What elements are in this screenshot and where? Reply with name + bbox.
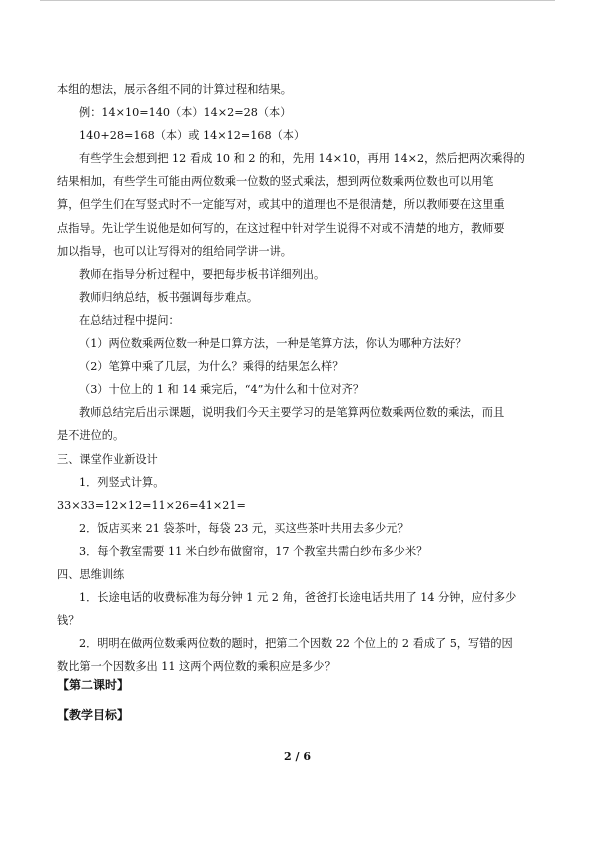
second-lesson-heading: 【第二课时】 [57, 678, 130, 692]
example-line: 例：14×10=140（本）14×2=28（本） [79, 106, 292, 120]
paragraph-line: 教师在指导分析过程中，要把每步板书详细列出。 [79, 267, 326, 281]
section-heading: 三、课堂作业新设计 [57, 452, 158, 466]
exercise-line: 数比第一个因数多出 11 这两个两位数的乘积应是多少？ [57, 660, 336, 674]
question-line: （2）笔算中乘了几层，为什么？乘得的结果怎么样？ [79, 360, 344, 374]
exercise-line: 1．列竖式计算。 [79, 475, 165, 489]
question-line: （1）两位数乘两位数一种是口算方法，一种是笔算方法，你认为哪种方法好？ [79, 337, 467, 351]
section-heading: 四、思维训练 [57, 567, 125, 581]
exercise-line: 钱？ [57, 614, 80, 628]
paragraph-line: 本组的想法，展示各组不同的计算过程和结果。 [57, 83, 292, 96]
paragraph-line: 教师总结完后出示课题，说明我们今天主要学习的是笔算两位数乘两位数的乘法，而且 [79, 406, 505, 420]
paragraph-line: 教师归纳总结，板书强调每步难点。 [79, 290, 259, 304]
exercise-line: 2．饭店买来 21 袋茶叶，每袋 23 元，买这些茶叶共用去多少元？ [79, 521, 409, 535]
paragraph-line: 是不进位的。 [57, 429, 125, 443]
page-top-border [40, 0, 555, 1]
teaching-goals-heading: 【教学目标】 [57, 708, 130, 722]
page-number: 2 / 6 [284, 750, 311, 763]
example-line: 140+28=168（本）或 14×12=168（本） [79, 129, 306, 143]
paragraph-line: 结果相加，有些学生可能由两位数乘一位数的竖式乘法，想到两位数乘两位数也可以用笔 [57, 175, 494, 189]
paragraph-line: 加以指导，也可以让写得对的组给同学讲一讲。 [57, 244, 292, 258]
paragraph-line: 有些学生会想到把 12 看成 10 和 2 的和，先用 14×10，再用 14×2，然后把两次乘得的 [79, 152, 525, 166]
paragraph-line: 在总结过程中提问： [79, 313, 180, 327]
exercise-line: 33×33=12×12=11×26=41×21= [57, 498, 246, 512]
exercise-line: 3．每个教室需要 11 米白纱布做窗帘，17 个教室共需白纱布多少米？ [79, 544, 428, 558]
document-body [57, 78, 544, 678]
exercise-line: 2．明明在做两位数乘两位数的题时，把第二个因数 22 个位上的 2 看成了 5，写错的因 [79, 637, 513, 651]
paragraph-line: 点指导。先让学生说他是如何写的，在这过程中针对学生说得不对或不清楚的地方，教师要 [57, 221, 505, 235]
paragraph-line: 算，但学生们在写竖式时不一定能写对，或其中的道理也不是很清楚，所以教师要在这里重 [57, 198, 505, 212]
question-line: （3）十位上的 1 和 14 乘完后，“4”为什么和十位对齐？ [79, 383, 365, 397]
exercise-line: 1．长途电话的收费标准为每分钟 1 元 2 角，爸爸打长途电话共用了 14 分钟，应付多少 [79, 591, 517, 605]
